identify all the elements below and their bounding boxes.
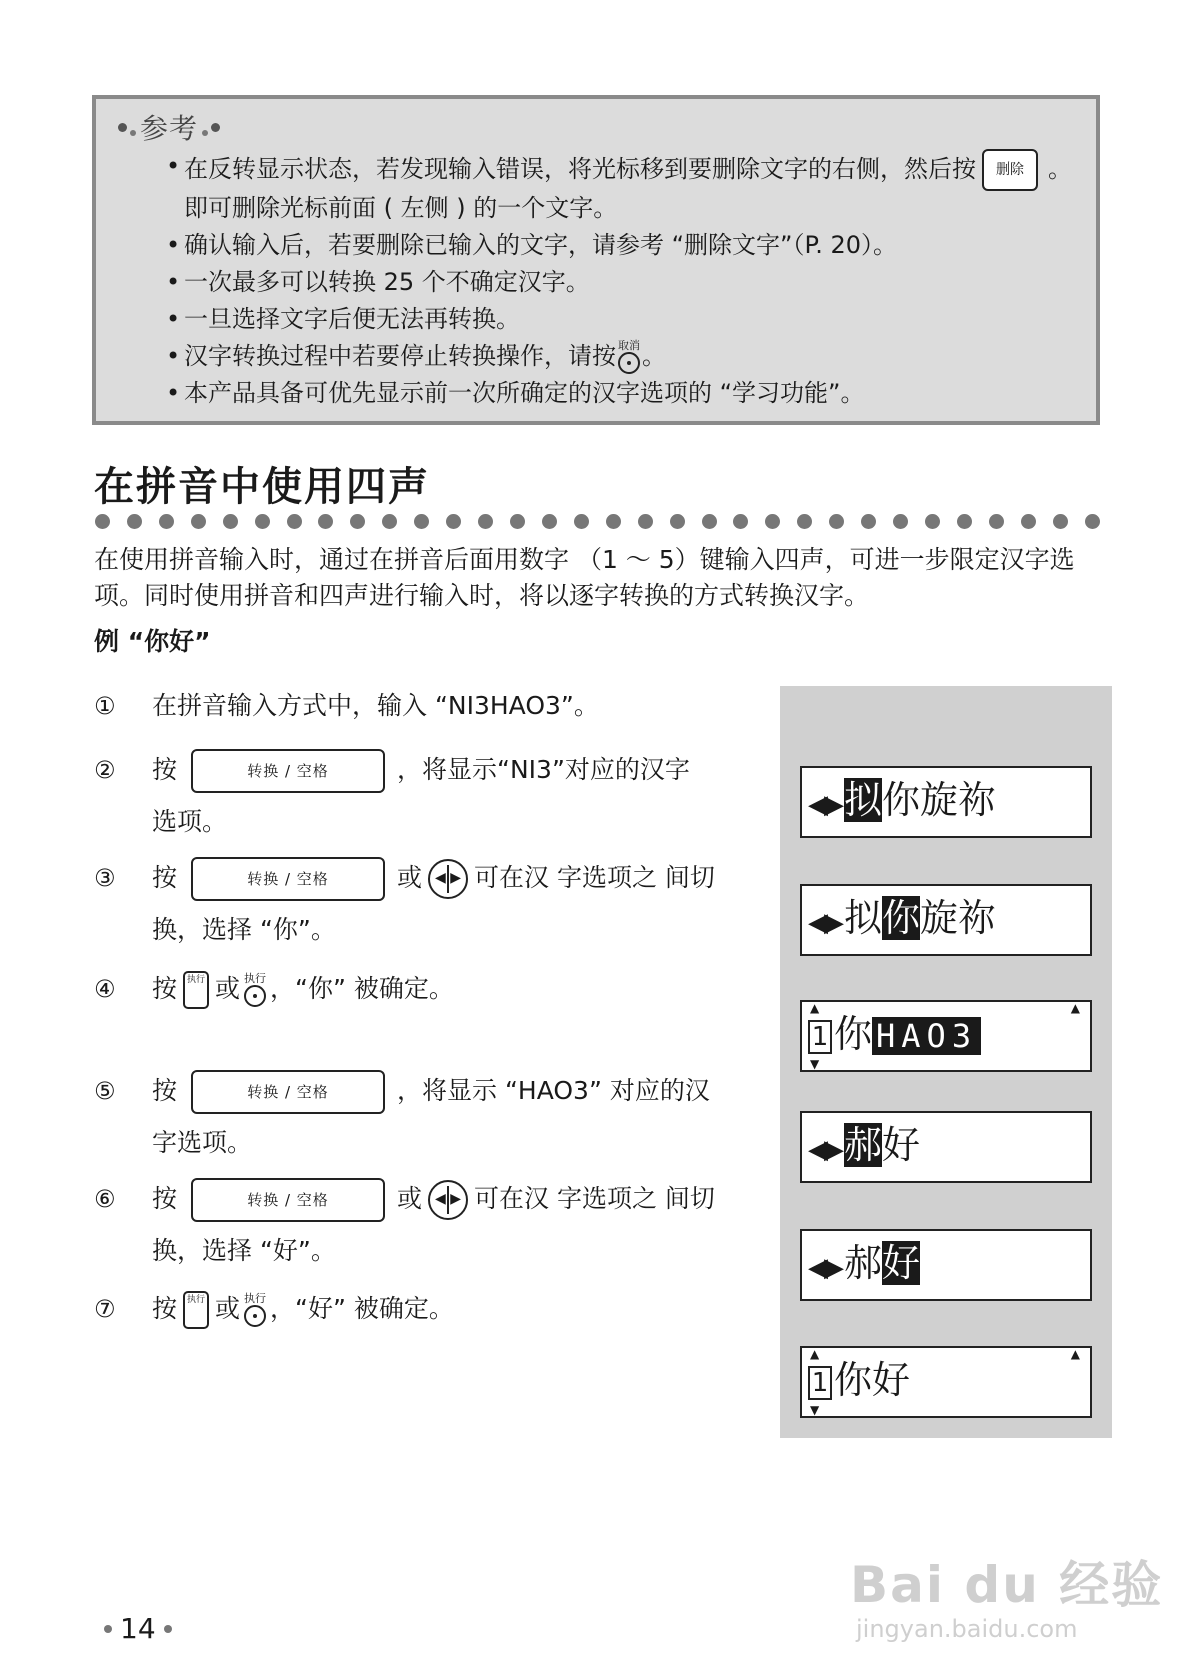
delete-key-icon: 删除	[982, 149, 1038, 191]
exec-button-icon: 执行	[244, 973, 266, 1007]
display-panel	[780, 686, 1112, 1438]
bullet-delete: • 在反转显示状态，若发现输入错误，将光标移到要删除文字的右侧，然后按 删除 。即可删除光标前面 ( 左侧 ) 的一个文字。	[166, 149, 1086, 226]
section-intro: 在使用拼音输入时，通过在拼音后面用数字 （1 ～ 5）键输入四声，可进一步限定汉字选项。同时使用拼音和四声进行输入时，将以逐字转换的方式转换汉字。	[94, 545, 1075, 610]
example-label: 例 “你好”	[94, 627, 211, 656]
reference-title: 参考	[118, 107, 220, 147]
lcd-display-2: ◀▶ 拟你旋祢	[800, 884, 1092, 956]
bullet-cancel: • 汉字转换过程中若要停止转换操作，请按 取消 。	[166, 339, 1086, 374]
dotted-divider	[95, 514, 1100, 530]
reference-box	[92, 95, 1100, 425]
baidu-watermark: Bai du 经验 jingyan.baidu.com	[850, 1556, 1164, 1643]
enter-key-icon: 执行	[183, 971, 209, 1009]
left-right-arrow-key-icon: ◀ ▶	[428, 859, 468, 899]
bullet-max: • 一次最多可以转换 25 个不确定汉字。	[166, 265, 1086, 300]
bullet-once: • 一旦选择文字后便无法再转换。	[166, 302, 1086, 337]
lcd-display-1: ◀▶ 拟你旋祢	[800, 766, 1092, 838]
lcd-display-5: ◀▶ 郝好	[800, 1229, 1092, 1301]
lcd-display-3: ▲ ▲ ▼ 1 你 HAO3	[800, 1000, 1092, 1072]
bullet-confirm: • 确认输入后，若要删除已输入的文字，请参考 “删除文字”（P. 20）。	[166, 228, 1086, 263]
left-right-arrow-key-icon: ◀ ▶	[428, 1180, 468, 1220]
section-title: 在拼音中使用四声	[94, 464, 430, 510]
line-number-icon: 1	[808, 1020, 832, 1054]
enter-key-icon: 执行	[183, 1291, 209, 1329]
reference-bullets	[166, 149, 1086, 413]
convert-space-key-icon: 转换 / 空格	[191, 1070, 385, 1114]
exec-button-icon: 执行	[244, 1293, 266, 1327]
bullet-learning: • 本产品具备可优先显示前一次所确定的汉字选项的 “学习功能”。	[166, 376, 1086, 411]
lcd-display-4: ◀▶ 郝好	[800, 1111, 1092, 1183]
cancel-key-icon: 取消	[618, 340, 640, 374]
page-number: 14	[96, 1612, 180, 1645]
line-number-icon: 1	[808, 1366, 832, 1400]
convert-space-key-icon: 转换 / 空格	[191, 749, 385, 793]
lcd-display-6: ▲ ▲ ▼ 1 你好	[800, 1346, 1092, 1418]
convert-space-key-icon: 转换 / 空格	[191, 1178, 385, 1222]
convert-space-key-icon: 转换 / 空格	[191, 857, 385, 901]
